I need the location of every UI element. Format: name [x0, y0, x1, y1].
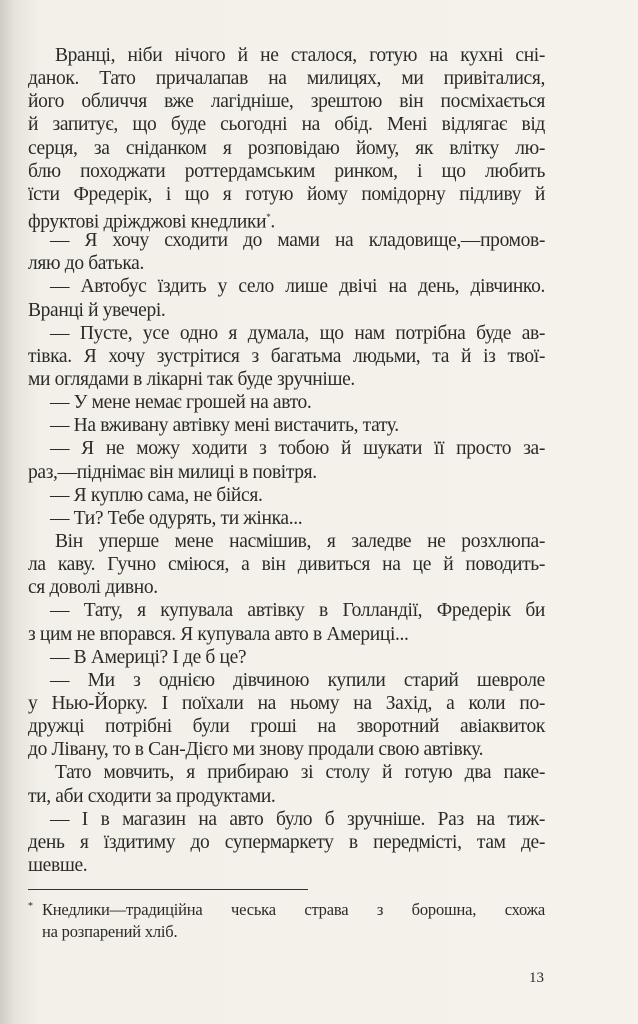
- dialogue-paragraph: [28, 599, 545, 645]
- text-line: раз,—піднімає він милиці в повітря.: [28, 461, 317, 483]
- dialogue-paragraph: [28, 646, 545, 669]
- text-line: — Я куплю сама, не бійся.: [50, 484, 263, 506]
- dialogue-paragraph: [28, 275, 545, 321]
- text-line: серця, за сніданком я розповідаю йому, як влітку лю-: [28, 137, 545, 159]
- text-line: — І в магазин на авто було б зручніше. Раз на тиж-: [50, 808, 545, 830]
- paragraph: [28, 761, 545, 807]
- text-line: їсти Фредерік, і що я готую йому помідорну підливу й: [28, 183, 545, 205]
- text-line: — Я не можу ходити з тобою й шукати її просто за-: [50, 438, 545, 460]
- dialogue-paragraph: [28, 322, 545, 391]
- text-line: й запитує, що буде сьогодні на обід. Мені відлягає від: [28, 114, 545, 136]
- text-line: — Ти? Тебе одурять, ти жінка...: [50, 507, 303, 529]
- text-line: данок. Тато причалапав на милицях, ми привіталися,: [28, 68, 545, 90]
- text-line: Він уперше мене насмішив, я заледве не розхлюпа-: [55, 530, 545, 552]
- text-line: до Лівану, то в Сан-Дієго ми знову продали свою автівку.: [28, 739, 484, 761]
- page-number: 13: [529, 970, 544, 986]
- dialogue-paragraph: [28, 808, 545, 877]
- footnote-line: Кнедлики—традиційна чеська страва з борошна, схожа: [42, 900, 545, 919]
- footnote-mark: *: [28, 901, 33, 912]
- text-line: ти, аби сходити за продуктами.: [28, 785, 276, 807]
- text-line: — У мене немає грошей на авто.: [50, 392, 312, 414]
- text-line: шевше.: [28, 854, 88, 876]
- text-line: Вранці, ніби нічого й не сталося, готую на кухні сні-: [55, 45, 545, 66]
- paragraph: [28, 530, 545, 599]
- text-line: тівка. Я хочу зустрітися з багатьма людьми, та й із твої-: [28, 345, 545, 367]
- text-line: — Ми з однією дівчиною купили старий шевроле: [50, 669, 545, 691]
- text-line: дружці потрібні були гроші на зворотний авіаквиток: [28, 716, 545, 738]
- text-line: Вранці й увечері.: [28, 299, 166, 321]
- text-line: ми оглядами в лікарні так буде зручніше.: [28, 368, 355, 390]
- text-line: — В Америці? І де б це?: [50, 646, 247, 668]
- dialogue-paragraph: [28, 391, 545, 414]
- body-text: [28, 44, 545, 877]
- text-line: — Автобус їздить у село лише двічі на день, дівчинко.: [50, 276, 545, 298]
- text-line: — Пусте, усе одно я думала, що нам потрібна буде ав-: [50, 322, 545, 344]
- paragraph: [28, 44, 545, 233]
- dialogue-paragraph: [28, 414, 545, 437]
- text-line: фруктові дріжджові кнедлики*.: [28, 211, 275, 233]
- dialogue-paragraph: [28, 669, 545, 762]
- footnote-reference: *: [266, 211, 271, 222]
- dialogue-paragraph: [28, 437, 545, 483]
- text-line: з цим не впорався. Я купувала авто в Америці...: [28, 623, 409, 645]
- text-line: — Я хочу сходити до мами на кладовище,—промов-: [50, 230, 545, 252]
- dialogue-paragraph: [28, 484, 545, 507]
- text-line: його обличчя вже лагідніше, зрештою він посміхається: [28, 91, 545, 113]
- text-line: ся доволі дивно.: [28, 577, 158, 599]
- text-line: день я їздитиму до супермаркету в передмісті, там де-: [28, 831, 545, 853]
- text-line: блю походжати роттердамським ринком, і що любить: [28, 160, 545, 182]
- footnote-line: на розпарений хліб.: [42, 922, 178, 941]
- text-line: у Нью-Йорку. І поїхали на ньому на Захід, а коли по-: [28, 692, 545, 714]
- text-line: — Тату, я купувала автівку в Голландії, Фредерік би: [50, 600, 545, 622]
- text-line: — На вживану автівку мені вистачить, тату.: [50, 415, 399, 437]
- footnote-divider: [28, 889, 308, 890]
- text-line: ла каву. Гучно сміюся, а він дивиться на це й поводить-: [28, 554, 545, 576]
- text-line: ляю до батька.: [28, 253, 144, 275]
- dialogue-paragraph: [28, 229, 545, 275]
- footnote: [28, 899, 545, 943]
- dialogue-paragraph: [28, 507, 545, 530]
- text-line: Тато мовчить, я прибираю зі столу й готую два паке-: [55, 762, 545, 784]
